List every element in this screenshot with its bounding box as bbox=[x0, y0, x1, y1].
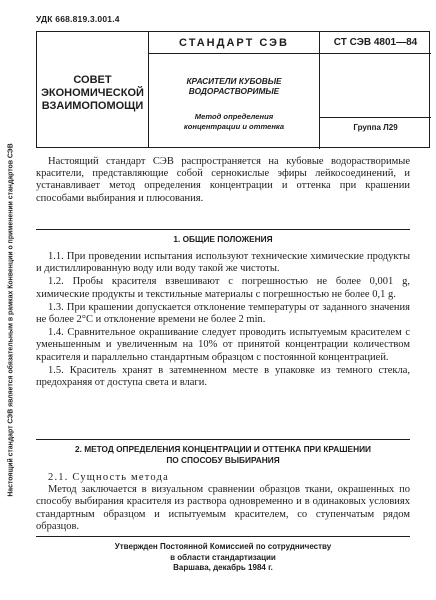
council-line: ЭКОНОМИЧЕСКОЙ bbox=[41, 87, 144, 99]
footer-line: Утвержден Постоянной Комиссией по сотрудничеству bbox=[114, 542, 332, 551]
approval-footer bbox=[36, 542, 410, 574]
council-cell bbox=[37, 32, 149, 147]
council-line: СОВЕТ bbox=[73, 74, 112, 86]
council-name bbox=[37, 74, 148, 113]
section2-heading bbox=[36, 444, 410, 466]
section2-body bbox=[36, 472, 410, 533]
divider bbox=[36, 439, 410, 440]
section1-item: 1.3. При крашении допускается отклонение температуры от заданного значения не более 2°С и отклонение времени не более 2 min. bbox=[36, 301, 410, 326]
side-note-column bbox=[3, 70, 19, 570]
section2-subheading: 2.1. Сущность метода bbox=[48, 472, 169, 483]
section2-heading-line: 2. МЕТОД ОПРЕДЕЛЕНИЯ КОНЦЕНТРАЦИИ И ОТТЕНКА ПРИ КРАШЕНИИ bbox=[74, 444, 371, 454]
group-divider bbox=[320, 117, 431, 118]
side-note: Настоящий стандарт СЭВ является обязательным в рамках Конвенции о применении стандартов СЭВ bbox=[7, 143, 15, 497]
subject-cell bbox=[149, 54, 319, 149]
method-title bbox=[149, 112, 319, 131]
section1-item: 1.5. Краситель хранят в затемненном месте в упаковке из темного стекла, предохраняя от доступа света и влаги. bbox=[36, 364, 410, 389]
subject-title bbox=[149, 76, 319, 96]
standard-number: СТ СЭВ 4801—84 bbox=[319, 32, 431, 54]
subject-line: КРАСИТЕЛИ КУБОВЫЕ bbox=[186, 76, 282, 86]
group-cell bbox=[319, 54, 431, 149]
method-line: Метод определения bbox=[194, 112, 274, 121]
section1-item: 1.4. Сравнительное окрашивание следует проводить испытуемым красителем с уменьшенным и увеличенным на 10% от принятой концентрации количеством красителя и параллельно стандартным образцом с постоянной концентрацией. bbox=[36, 327, 410, 363]
subject-line: ВОДОРАСТВОРИМЫЕ bbox=[188, 86, 280, 96]
standard-header bbox=[36, 31, 430, 148]
section2-heading-line: ПО СПОСОБУ ВЫБИРАНИЯ bbox=[166, 455, 280, 465]
section1-body bbox=[36, 251, 410, 389]
section1-item: 1.2. Пробы красителя взвешивают с погрешностью не более 0,001 g, химические продукты и текстильные материалы с погрешностью не более 0,1 g. bbox=[36, 276, 410, 300]
divider bbox=[36, 229, 410, 230]
section1-heading: 1. ОБЩИЕ ПОЛОЖЕНИЯ bbox=[173, 234, 273, 244]
group-code: Группа Л29 bbox=[353, 123, 398, 132]
section2-paragraph: Метод заключается в визуальном сравнении образцов ткани, окрашенных по способу выбирания красителя из раствора одновременно и в одинаковых условиях стандартным образцом и испытуемым красителем, со ступенчатым рядом образцов. bbox=[36, 484, 410, 532]
divider bbox=[36, 536, 410, 537]
udc-code: УДК 668.819.3.001.4 bbox=[36, 14, 120, 24]
intro-paragraph: Настоящий стандарт СЭВ распространяется на кубовые водорастворимые красители, представляющие собой сернокислые эфиры лейкосоединений, и устанавливает метод определения концентрации и оттенка при крашении способами выбирания и плюсования. bbox=[36, 156, 410, 204]
method-line: концентрации и оттенка bbox=[183, 121, 285, 131]
council-line: ВЗАИМОПОМОЩИ bbox=[41, 100, 144, 112]
section1-item: 1.1. При проведении испытания используют технические химические продукты и дистиллированную воду или воду такой же чистоты. bbox=[36, 251, 410, 275]
standard-title: СТАНДАРТ СЭВ bbox=[149, 32, 319, 54]
footer-line: в области стандартизации bbox=[170, 552, 276, 562]
footer-line: Варшава, декабрь 1984 г. bbox=[173, 563, 273, 572]
intro-block bbox=[36, 156, 410, 205]
